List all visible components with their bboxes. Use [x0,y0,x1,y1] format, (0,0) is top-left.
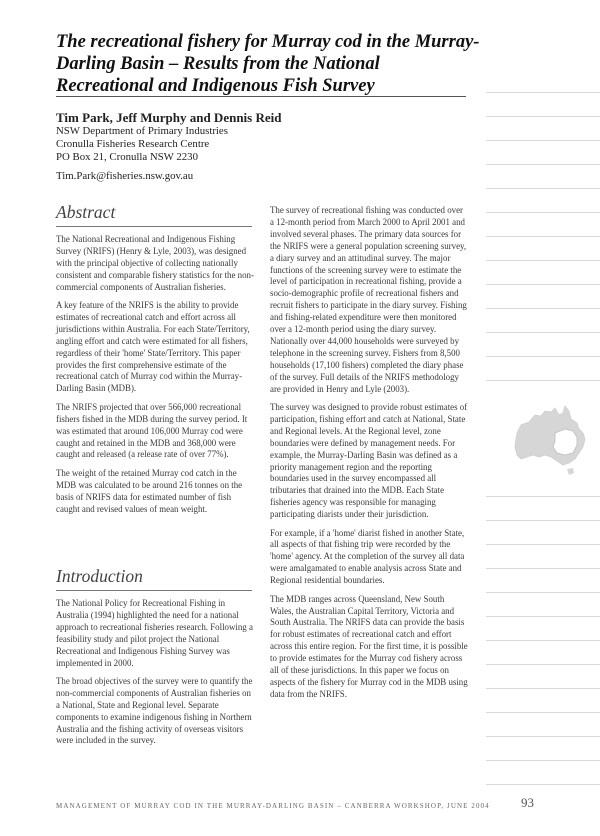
affiliation-line: NSW Department of Primary Industries [56,125,228,137]
right-column-body [270,205,469,707]
murray-darling-basin-region [553,429,577,455]
introduction-body [56,598,256,754]
introduction-paragraph: The broad objectives of the survey were to quantify the non-commercial components of Australian fisheries on a National, State and Regional level. Separate components to examine indigenous fishing in Northern Australia and the fishing activity of overseas visitors were included in the survey. [56,675,253,746]
affiliation [56,125,228,164]
introduction-divider [56,590,252,591]
paper-title: The recreational fishery for Murray cod in the Murray-Darling Basin – Results from the National Recreational and Indigenous Fish Survey [56,32,480,96]
abstract-paragraph: A key feature of the NRIFS is the ability to provide estimates of recreational catch and effort across all jurisdictions within Australia. For each State/Territory, angling effort and catch were estimated for all fishers, regardless of their 'home' State/Territory. This paper provides the first comprehensive estimate of the recreational catch of Murray cod within the Murray-Darling Basin (MDB). [56,300,250,394]
introduction-heading: Introduction [56,566,143,586]
tasmania-landmass [567,468,574,475]
page-number: 93 [521,795,534,810]
abstract-heading: Abstract [56,202,116,222]
abstract-paragraph: The NRIFS projected that over 566,000 recreational fishers fished in the MDB during the survey period. It was estimated that around 106,000 Murray cod were caught and retained in the MDB and 368,000 were caught and released (a release rate of over 77%). [56,401,248,460]
abstract-paragraph: The weight of the retained Murray cod catch in the MDB was calculated to be around 216 tonnes on the basis of NRIFS data for estimated number of fish caught and revised values of mean weight. [56,467,243,514]
body-paragraph: The MDB ranges across Queensland, New South Wales, the Australian Capital Territory, Victoria and South Australia. The NRIFS data can provide the basis for robust estimates of recreational catch and effort across this entire region. For the first time, it is possible to provide estimates for the Murray cod fishery across all of these jurisdictions. In this paper we focus on aspects of the fishery for Murray cod in the MDB using data from the NRIFS. [270,593,468,699]
abstract-divider [56,226,252,227]
body-paragraph: The survey of recreational fishing was conducted over a 12-month period from March 2000 to April 2001 and involved several phases. The primary data sources for the NRIFS were a general population screening survey, a diary survey and an attitudinal survey. The major functions of the screening survey were to estimate the level of participation in recreational fishing, provide a socio-demographic profile of recreational fishers and recruit fishers to participate in the diary survey. Fishing and fishing-related expenditure were then monitored over a 12-month period using the diary survey. Nationally over 44,000 households were surveyed by telephone in the screening survey. Fishers from 8,500 households (17,100 fishers) completed the diary phase of the survey. Full details of the NRIFS methodology are provided in Henry and Lyle (2003). [270,205,467,394]
page-footer: MANAGEMENT OF MURRAY COD IN THE MURRAY-DARLING BASIN – CANBERRA WORKSHOP, JUNE 2004 [56,802,490,810]
affiliation-line: PO Box 21, Cronulla NSW 2230 [56,151,198,163]
body-paragraph: The survey was designed to provide robust estimates of participation, fishing effort and catch at National, State and Regional levels. At the Regional level, zone boundaries were defined by management needs. For example, the Murray-Darling Basin was defined as a priority management region and the reporting boundaries used in the survey encompassed all tributaries that drained into the MDB. Each State fisheries agency was responsible for managing participating diarists under their jurisdiction. [270,402,468,520]
abstract-paragraph: The National Recreational and Indigenous Fishing Survey (NRIFS) (Henry & Lyle, 2003), was designed with the principal objective of collecting nationally consistent and comparable fishery statistics for the non-commercial components of Australian fisheries. [56,234,254,292]
affiliation-line: Cronulla Fisheries Research Centre [56,138,210,150]
author-email[interactable]: Tim.Park@fisheries.nsw.gov.au [56,170,194,182]
introduction-paragraph: The National Policy for Recreational Fishing in Australia (1994) highlighted the need for a national approach to recreational fisheries research. Following a feasibility study and pilot project the National Recreational and Indigenous Fishing Survey was implemented in 2000. [56,598,253,668]
abstract-body [56,234,256,522]
title-divider [56,96,466,97]
australia-map-icon [511,403,593,478]
author-list: Tim Park, Jeff Murphy and Dennis Reid [56,110,282,125]
body-paragraph: For example, if a 'home' diarist fished in another State, all aspects of that fishing trip were recorded by the 'home' agency. At the completion of the survey all data were amalgamated to enable analysis across State and Regional residential boundaries. [270,527,465,586]
